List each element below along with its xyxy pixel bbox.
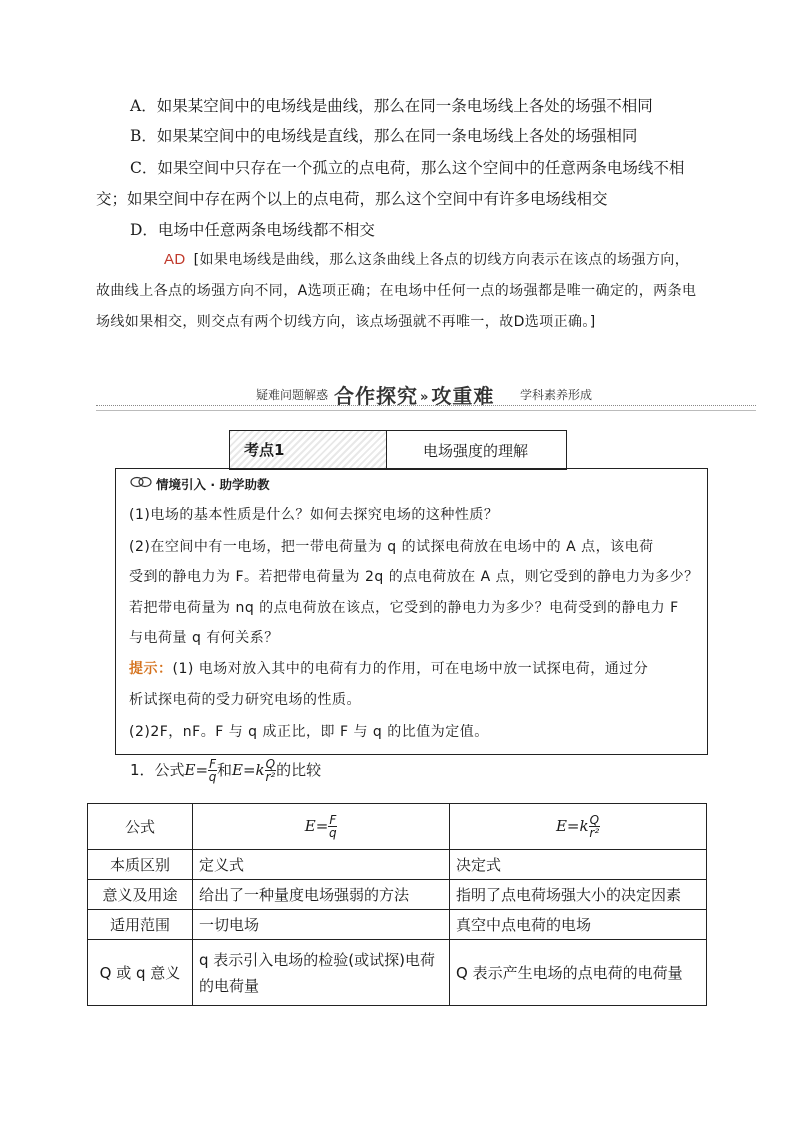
topic-title: 电场强度的理解 (423, 442, 529, 460)
table-cell: 决定式 (450, 850, 707, 880)
table-formula1-lhs: E= (304, 817, 329, 835)
hint-line1 (129, 659, 699, 679)
formula2-lhs: E=k (232, 761, 265, 779)
table-formula2-denominator: r² (589, 826, 600, 840)
table-cell: q 表示引入电场的检验(或试探)电荷的电荷量 (193, 940, 450, 1006)
option-a: A．如果某空间中的电场线是曲线，那么在同一条电场线上各处的场强不相同 (130, 97, 653, 115)
table-cell: 适用范围 (88, 910, 193, 940)
table-formula2-numerator: Q (589, 813, 600, 827)
answer-tag: AD (164, 251, 186, 268)
answer-explanation (96, 244, 700, 338)
table-cell: 公式 (88, 804, 193, 850)
answer-text: [如果电场线是曲线，那么这条曲线上各点的切线方向表示在该点的场强方向，故曲线上各点的场强方向不同，A选项正确；在电场中任何一点的场强都是唯一确定的，两条电场线如果相交，则交点有两个切线方向，该点场强就不再唯一，故D选项正确。] (96, 252, 697, 330)
topic-label-box (230, 431, 387, 469)
option-b: B．如果某空间中的电场线是直线，那么在同一条电场线上各处的场强相同 (130, 127, 638, 145)
banner-title-part2: 攻重难 (431, 384, 495, 408)
context-head: 情境引入 · 助学助教 (156, 477, 270, 492)
option-c-line2: 交；如果空间中存在两个以上的点电荷，那么这个空间中有许多电场线相交 (96, 190, 608, 208)
table-row (88, 850, 707, 880)
table-cell: 定义式 (193, 850, 450, 880)
table-cell-formula1 (193, 804, 450, 850)
question-2-line1: (2)在空间中有一电场，把一带电荷量为 q 的试探电荷放在电场中的 A 点，该电荷 (129, 539, 654, 555)
handshake-icon (130, 475, 152, 489)
formula2-denominator: r² (265, 770, 276, 784)
formula2-fraction (265, 758, 276, 783)
banner-left-text: 疑难问题解惑 (256, 388, 329, 402)
section-heading (130, 758, 321, 783)
formula1-numerator: F (209, 757, 216, 771)
table-formula1-numerator: F (329, 813, 337, 827)
table-formula2-lhs: E=k (555, 817, 589, 835)
question-1: (1)电场的基本性质是什么？如何去探究电场的这种性质？ (129, 507, 499, 523)
question-2-line3: 若把带电荷量为 nq 的点电荷放在该点，它受到的静电力为多少？电荷受到的静电力 F (129, 600, 679, 616)
section-banner (96, 380, 756, 410)
table-header-row (88, 804, 707, 850)
table-row (88, 880, 707, 910)
table-cell: Q 表示产生电场的点电荷的电荷量 (450, 940, 707, 1006)
table-cell: 真空中点电荷的电场 (450, 910, 707, 940)
banner-title-part1: 合作探究 (334, 384, 418, 408)
table-formula1-fraction (328, 814, 337, 839)
table-cell-formula2 (450, 804, 707, 850)
context-box (115, 468, 708, 755)
table-cell: 意义及用途 (88, 880, 193, 910)
table-cell: 一切电场 (193, 910, 450, 940)
table-row (88, 940, 707, 1006)
banner-divider (96, 405, 756, 411)
hint-line2: 析试探电荷的受力研究电场的性质。 (129, 692, 361, 708)
table-formula1-denominator: q (328, 826, 337, 840)
banner-right-text: 学科素养形成 (520, 388, 593, 402)
question-2-line4: 与电荷量 q 有何关系？ (129, 630, 279, 646)
table-row (88, 910, 707, 940)
formula1-denominator: q (208, 770, 217, 784)
comparison-table (87, 803, 707, 1006)
option-c-line1: C．如果空间中只存在一个孤立的点电荷，那么这个空间中的任意两条电场线不相 (130, 159, 685, 177)
table-cell: Q 或 q 意义 (88, 940, 193, 1006)
hint-line3: (2)2F，nF。F 与 q 成正比，即 F 与 q 的比值为定值。 (129, 724, 489, 740)
table-formula2-fraction (589, 814, 600, 839)
section-prefix: 1．公式 (130, 761, 185, 779)
formula1-lhs: E= (184, 761, 209, 779)
table-cell: 指明了点电荷场强大小的决定因素 (450, 880, 707, 910)
hint-text-1: (1) 电场对放入其中的电荷有力的作用，可在电场中放一试探电荷，通过分 (172, 661, 649, 677)
question-2-line2: 受到的静电力为 F。若把带电荷量为 2q 的点电荷放在 A 点，则它受到的静电力为多少？ (129, 569, 699, 585)
topic-label: 考点1 (244, 441, 285, 459)
double-arrow-icon: » (420, 390, 430, 405)
section-suffix: 的比较 (276, 761, 322, 779)
section-and: 和 (216, 761, 232, 779)
hint-label: 提示： (129, 661, 173, 677)
formula1-fraction (208, 758, 217, 783)
option-d: D．电场中任意两条电场线都不相交 (130, 221, 375, 239)
table-cell: 给出了一种量度电场强弱的方法 (193, 880, 450, 910)
table-cell: 本质区别 (88, 850, 193, 880)
topic-header (229, 430, 567, 470)
formula2-numerator: Q (265, 757, 276, 771)
